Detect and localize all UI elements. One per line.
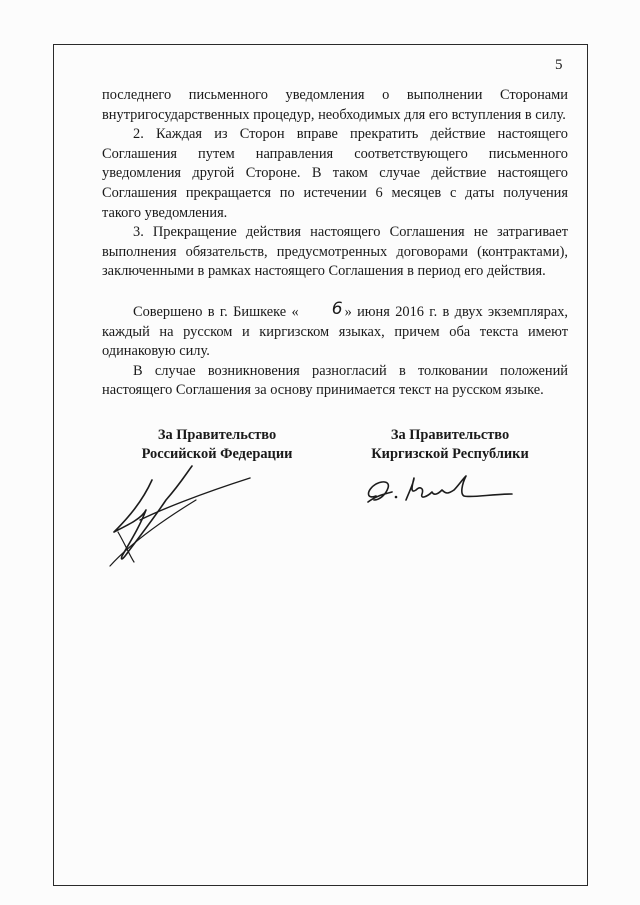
- signatory-russia-line1: За Правительство: [157, 427, 277, 443]
- paragraph-continuation: последнего письменного уведомления о выполнении Сторонами внутригосударственных процедур, необходимых для его вступления в силу.: [102, 87, 568, 123]
- signatory-russia: [132, 426, 302, 464]
- done-at-start: Совершено в г. Бишкеке «: [133, 303, 299, 320]
- signatory-russia-line2: Российской Федерации: [141, 446, 293, 462]
- signature-russia: [100, 460, 270, 570]
- done-at-end: » июня 2016 г. в двух экземплярах, каждый на русском и киргизском языках, причем оба текста имеют одинаковую силу.: [102, 303, 569, 360]
- paragraph-obligations: 3. Прекращение действия настоящего Соглашения не затрагивает выполнения обязательств, предусмотренных договорами (контрактами), заключенными в рамках настоящего Соглашения в период его действия.: [102, 224, 568, 280]
- paragraph-done-at: [102, 298, 569, 362]
- signatory-kyrgyzstan: [362, 426, 538, 464]
- signature-kyrgyzstan: [362, 470, 522, 510]
- page-number: 5: [555, 57, 563, 73]
- paragraph-termination-notice: 2. Каждая из Сторон вправе прекратить действие настоящего Соглашения путем направления соответствующего письменного уведомления другой Стороне. В таком случае действие настоящего Соглашения прекращается по истечении 6 месяцев с даты получения такого уведомления.: [102, 126, 568, 221]
- paragraph-disagreements: В случае возникновения разногласий в толковании положений настоящего Соглашения за основу принимается текст на русском языке.: [102, 362, 568, 399]
- signatory-kyrgyzstan-line1: За Правительство: [390, 427, 510, 443]
- signatory-kyrgyzstan-line2: Киргизской Республики: [371, 446, 529, 462]
- agreement-text: [102, 86, 568, 401]
- handwritten-date: 6: [331, 298, 343, 319]
